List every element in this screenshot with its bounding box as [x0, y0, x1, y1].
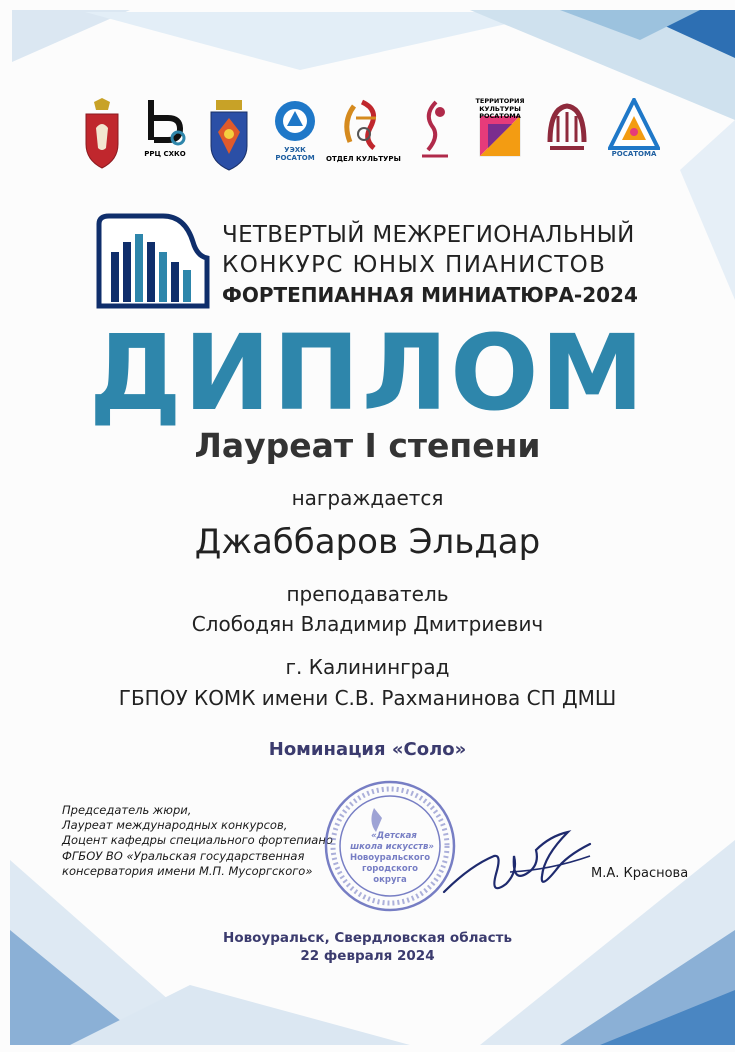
jury-line-5: консерватория имени М.П. Мусоргского»: [62, 863, 313, 878]
rrc-skhko-logo-icon: [142, 98, 188, 148]
signatory-name: М.А. Краснова: [591, 866, 689, 881]
laureate-degree: Лауреат I степени: [194, 426, 541, 465]
logo-8: [608, 98, 660, 162]
jury-chair-block: [62, 803, 333, 879]
recipient-name: Джаббаров Эльдар: [194, 522, 541, 562]
contest-title-line-1: ЧЕТВЕРТЫЙ МЕЖРЕГИОНАЛЬНЫЙ: [222, 222, 635, 248]
music-school-logo-icon: [418, 98, 452, 160]
jury-line-2: Лауреат международных конкурсов,: [62, 818, 288, 833]
event-date: 22 февраля 2024: [300, 948, 435, 964]
school-name: ГБПОУ КОМК имени С.В. Рахманинова СП ДМШ: [118, 686, 617, 710]
jury-line-1: Председатель жюри,: [62, 803, 192, 817]
stamp-line-2: школа искусств»: [350, 842, 434, 852]
piano-emblem-icon: [93, 212, 213, 312]
event-place: Новоуральск, Свердловская область: [223, 930, 512, 946]
logo-7: [544, 98, 590, 164]
logo-1-caption: РРЦ СХКО: [144, 150, 186, 158]
teacher-name: Слободян Владимир Дмитриевич: [191, 612, 544, 636]
logo-6: [475, 97, 525, 174]
diploma-title: ДИПЛОМ: [89, 312, 646, 434]
novouralsk-coat-of-arms-icon: [208, 98, 250, 172]
association-art-schools-logo-icon: [608, 98, 660, 158]
signature-mark: [440, 826, 600, 906]
sverdlovsk-coat-of-arms-icon: [82, 98, 122, 170]
stamp-line-4: городского: [362, 864, 418, 874]
logo-4-caption: ОТДЕЛ КУЛЬТУРЫ: [326, 155, 401, 163]
logo-0: [82, 98, 122, 174]
logo-5: [418, 98, 452, 164]
logo-4: [326, 98, 401, 163]
jury-line-4: ФГБОУ ВО «Уральская государственная: [62, 848, 305, 863]
logo-3: [272, 98, 318, 162]
nomination: Номинация «Соло»: [268, 739, 467, 760]
logo-6-caption: ТЕРРИТОРИЯ КУЛЬТУРЫ РОСАТОМА: [475, 97, 525, 120]
city: г. Калининград: [285, 655, 450, 679]
stamp-line-3: Новоуральского: [349, 853, 431, 863]
stamp-line-5: округа: [373, 875, 407, 885]
jury-line-3: Доцент кафедры специального фортепиано: [62, 833, 333, 848]
stamp-line-1: «Детская: [371, 831, 417, 841]
logo-2: [208, 98, 250, 176]
culture-department-logo-icon: [334, 98, 390, 154]
teacher-label: преподаватель: [286, 582, 449, 606]
right-side-light: [680, 120, 735, 300]
awarded-label: награждается: [291, 486, 444, 510]
logo-1: [142, 98, 188, 158]
top-band-light: [85, 12, 560, 70]
logo-3-caption: УЭХК РОСАТОМ: [275, 146, 315, 162]
logo-8-caption: РОСАТОМА: [611, 150, 657, 158]
contest-title-line-3: ФОРТЕПИАННАЯ МИНИАТЮРА-2024: [222, 283, 638, 307]
art-school-logo-icon: [544, 98, 590, 160]
partner-logos-row: [80, 98, 680, 180]
uekhk-rosatom-logo-icon: [272, 98, 318, 144]
official-stamp: [322, 778, 458, 914]
contest-title-line-2: КОНКУРС ЮНЫХ ПИАНИСТОВ: [222, 252, 607, 278]
